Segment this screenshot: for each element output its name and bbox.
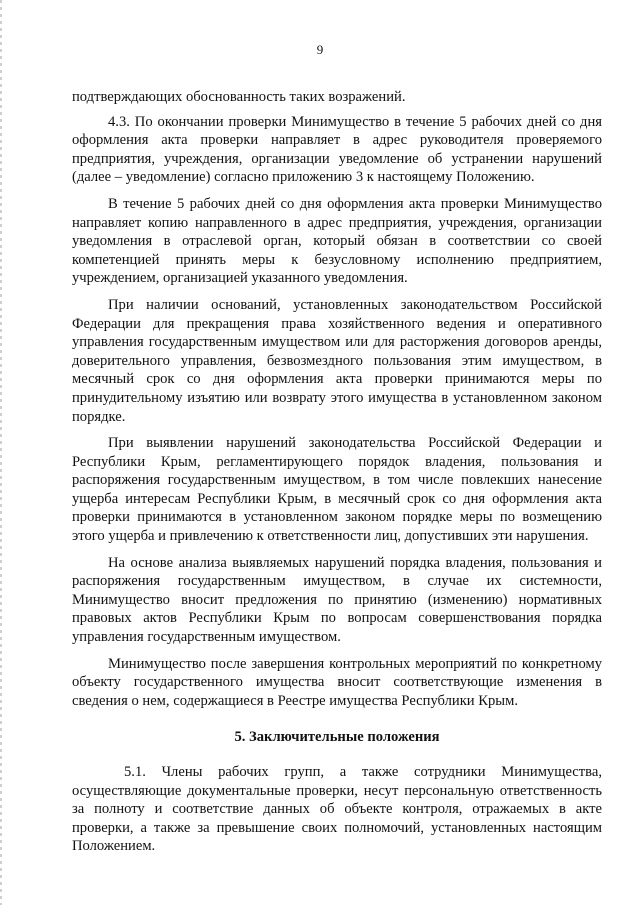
paragraph-copy-notice: В течение 5 рабочих дней со дня оформления акта проверки Минимущество направляет копию направленного в адрес предприятия, учреждения, организации уведомления в отраслевой орган, который обязан в соответствии со своей компетенцией принять меры к безусловному исполнению предприятием, учреждением, организацией указанного уведомления. [72,195,602,287]
section-title: 5. Заключительные положения [234,729,440,746]
paragraph-4-3: 4.3. По окончании проверки Минимущество в течение 5 рабочих дней со дня оформления акта проверки направляет в адрес руководителя проверяемого предприятия, учреждения, организации уведомление об устранении нарушений (далее – уведомление) согласно приложению 3 к настоящему Положению. [72,113,602,186]
paragraph-violations: При выявлении нарушений законодательства Российской Федерации и Республики Крым, регламентирующего порядок владения, пользования и распоряжения государственным имуществом, в том числе повлекших нанесение ущерба интересам Республики Крым, в месячный срок со дня оформления акта проверки принимаются в установленном законом порядке меры по возмещению этого ущерба и привлечению к ответственности лиц, допустивших эти нарушения. [72,435,602,545]
paragraph-registry: Минимущество после завершения контрольных мероприятий по конкретному объекту государственного имущества вносит соответствующие изменения в сведения о нем, содержащиеся в Реестре имущества Республики Крым. [72,655,602,709]
paragraph-continuation: подтверждающих обоснованность таких возражений. [72,89,406,105]
paragraph-analysis: На основе анализа выявляемых нарушений порядка владения, пользования и распоряжения государственным имуществом, в случае их системности, Минимущество вносит предложения по принятию (изменению) нормативных правовых актов Республики Крым по вопросам совершенствования порядка управления государственным имуществом. [72,554,602,646]
page-number: 9 [316,42,324,57]
paragraph-grounds: При наличии оснований, установленных законодательством Российской Федерации для прекращения права хозяйственного ведения и оперативного управления государственным имуществом или для расторжения договоров аренды, доверительного управления, безвозмездного пользования этим имуществом, в месячный срок со дня оформления акта проверки принимаются меры по принудительному изъятию или возврату этого имущества в установленном законом порядке. [72,296,602,425]
document-body [72,88,602,864]
paragraph-5-1: 5.1. Члены рабочих групп, а также сотрудники Минимущества, осуществляющие документальные проверки, несут персональную ответственность за полноту и соответствие данных об объекте контроля, отражаемых в акте проверки, а также за превышение своих полномочий, установленных настоящим Положением. [72,764,602,855]
scan-edge-divider [0,0,2,905]
